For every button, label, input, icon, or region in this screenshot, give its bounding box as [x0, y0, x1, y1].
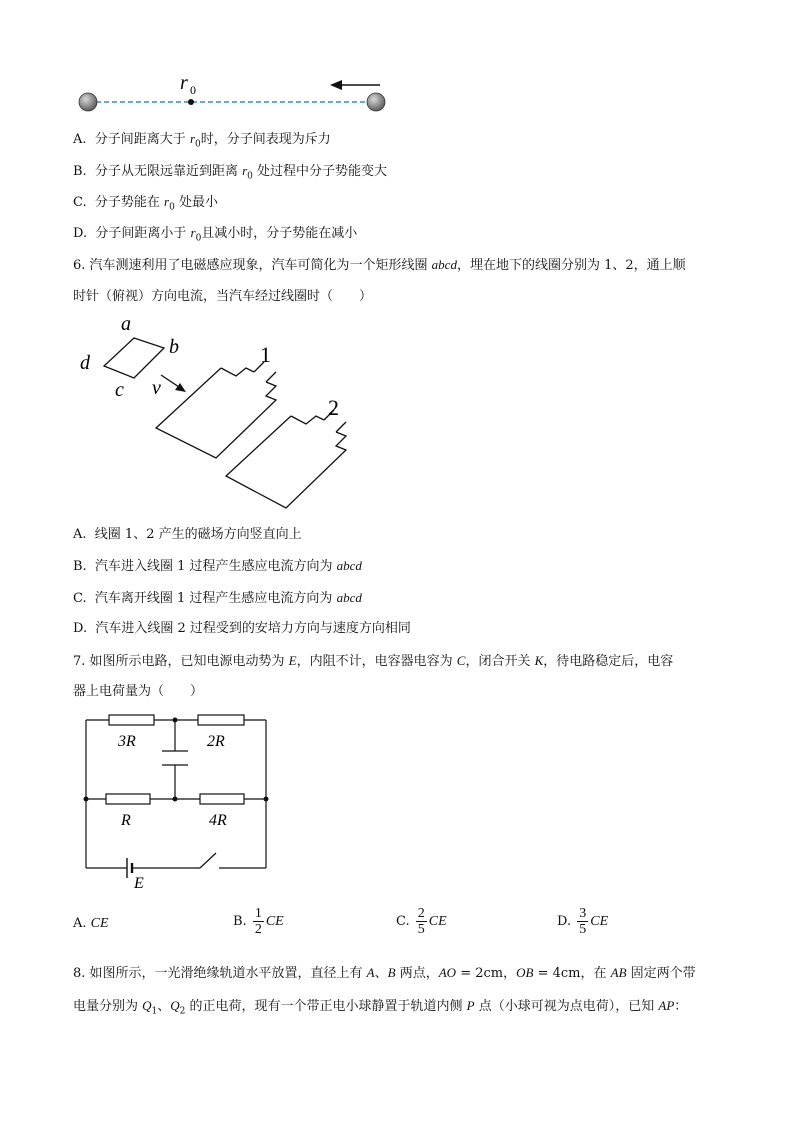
q7-option-d[interactable]: D. $\frac{3}{5}$ CE: [557, 906, 609, 937]
label-b: b: [169, 336, 179, 358]
circuit-figure: [74, 708, 284, 892]
molecule-right: [367, 93, 385, 111]
r0-point: [188, 99, 194, 105]
r0-label: r: [180, 72, 188, 94]
label-d: d: [80, 352, 90, 374]
coil-2-label: 2: [328, 395, 339, 420]
label-a: a: [121, 316, 131, 335]
molecule-figure: [70, 68, 400, 118]
q7-option-b[interactable]: B. $\frac{1}{2}$ CE: [233, 906, 284, 937]
switch-K: [200, 853, 216, 868]
label-v: v: [152, 377, 161, 399]
q8-stem-line1: 8. 如图所示，一光滑绝缘轨道水平放置，直径上有 A、B 两点，AO = 2cm，OB = 4cm，在 AB 固定两个带: [73, 965, 696, 981]
arrow-head-icon: [330, 80, 342, 90]
label-4R: 4R: [209, 812, 227, 829]
velocity-arrow-head-icon: [175, 383, 186, 392]
q6-option-b[interactable]: B. 汽车进入线圈 1 过程产生感应电流方向为 abcd: [73, 558, 362, 574]
fraction-c: $\frac{2}{5}$: [417, 906, 425, 937]
q6-stem-line1: 6. 汽车测速利用了电磁感应现象，汽车可简化为一个矩形线圈 abcd，埋在地下的线圈分别为 1、2，通上顺: [73, 257, 686, 273]
q7-stem-line1: 7. 如图所示电路，已知电源电动势为 E，内阻不计，电容器电容为 C，闭合开关 K，待电路稳定后，电容: [73, 653, 674, 669]
coil-1: [154, 382, 258, 498]
coil-2-outline: [226, 416, 346, 508]
coil-1-outline: [156, 368, 276, 458]
node-top: [173, 718, 178, 723]
node-mid: [173, 797, 178, 802]
r0-label-sub: 0: [190, 83, 196, 97]
q5-option-d[interactable]: D. 分子间距离小于 $r_0$且减小时，分子势能在减小: [73, 225, 358, 244]
coil-1-label: 1: [260, 342, 271, 367]
resistor-4R: [200, 794, 244, 804]
q6-option-d[interactable]: D. 汽车进入线圈 2 过程受到的安培力方向与速度方向相同: [73, 621, 411, 636]
resistor-3R: [109, 715, 154, 725]
molecule-left: [79, 93, 97, 111]
q7-stem-line2: 器上电荷量为（ ）: [73, 684, 204, 699]
fraction-b: $\frac{1}{2}$: [254, 906, 262, 937]
label-E: E: [134, 875, 144, 892]
label-c: c: [115, 379, 124, 401]
q5-option-b[interactable]: B. 分子从无限远靠近到距离 $r_0$ 处过程中分子势能变大: [73, 163, 388, 182]
coil-1-lead-b: [266, 372, 276, 382]
coil-2-lead-b: [336, 422, 346, 432]
coil-figure: [76, 316, 356, 512]
fraction-d: $\frac{3}{5}$: [579, 906, 587, 937]
q6-option-a[interactable]: A. 线圈 1、2 产生的磁场方向竖直向上: [73, 527, 302, 542]
resistor-2R: [198, 715, 244, 725]
q8-stem-line2: 电量分别为 $Q_1$、$Q_2$ 的正电荷，现有一个带正电小球静置于轨道内侧 P 点（小球可视为点电荷），已知 AP：: [73, 998, 688, 1017]
q7-option-a[interactable]: A. CE: [73, 916, 109, 931]
label-3R: 3R: [118, 733, 136, 750]
q6-option-c[interactable]: C. 汽车离开线圈 1 过程产生感应电流方向为 abcd: [73, 590, 362, 606]
car-loop-abcd: [104, 338, 164, 378]
resistor-R: [106, 794, 150, 804]
node-left: [84, 797, 89, 802]
label-2R: 2R: [207, 733, 225, 750]
q6-stem-line2: 时针（俯视）方向电流，当汽车经过线圈时（ ）: [73, 289, 373, 304]
q5-option-c[interactable]: C. 分子势能在 $r_0$ 处最小: [73, 194, 218, 213]
q7-option-c[interactable]: C. $\frac{2}{5}$ CE: [396, 906, 447, 937]
q5-option-a[interactable]: A. 分子间距离大于 $r_0$时，分子间表现为斥力: [73, 131, 331, 150]
node-right: [264, 797, 269, 802]
label-R: R: [121, 812, 131, 829]
